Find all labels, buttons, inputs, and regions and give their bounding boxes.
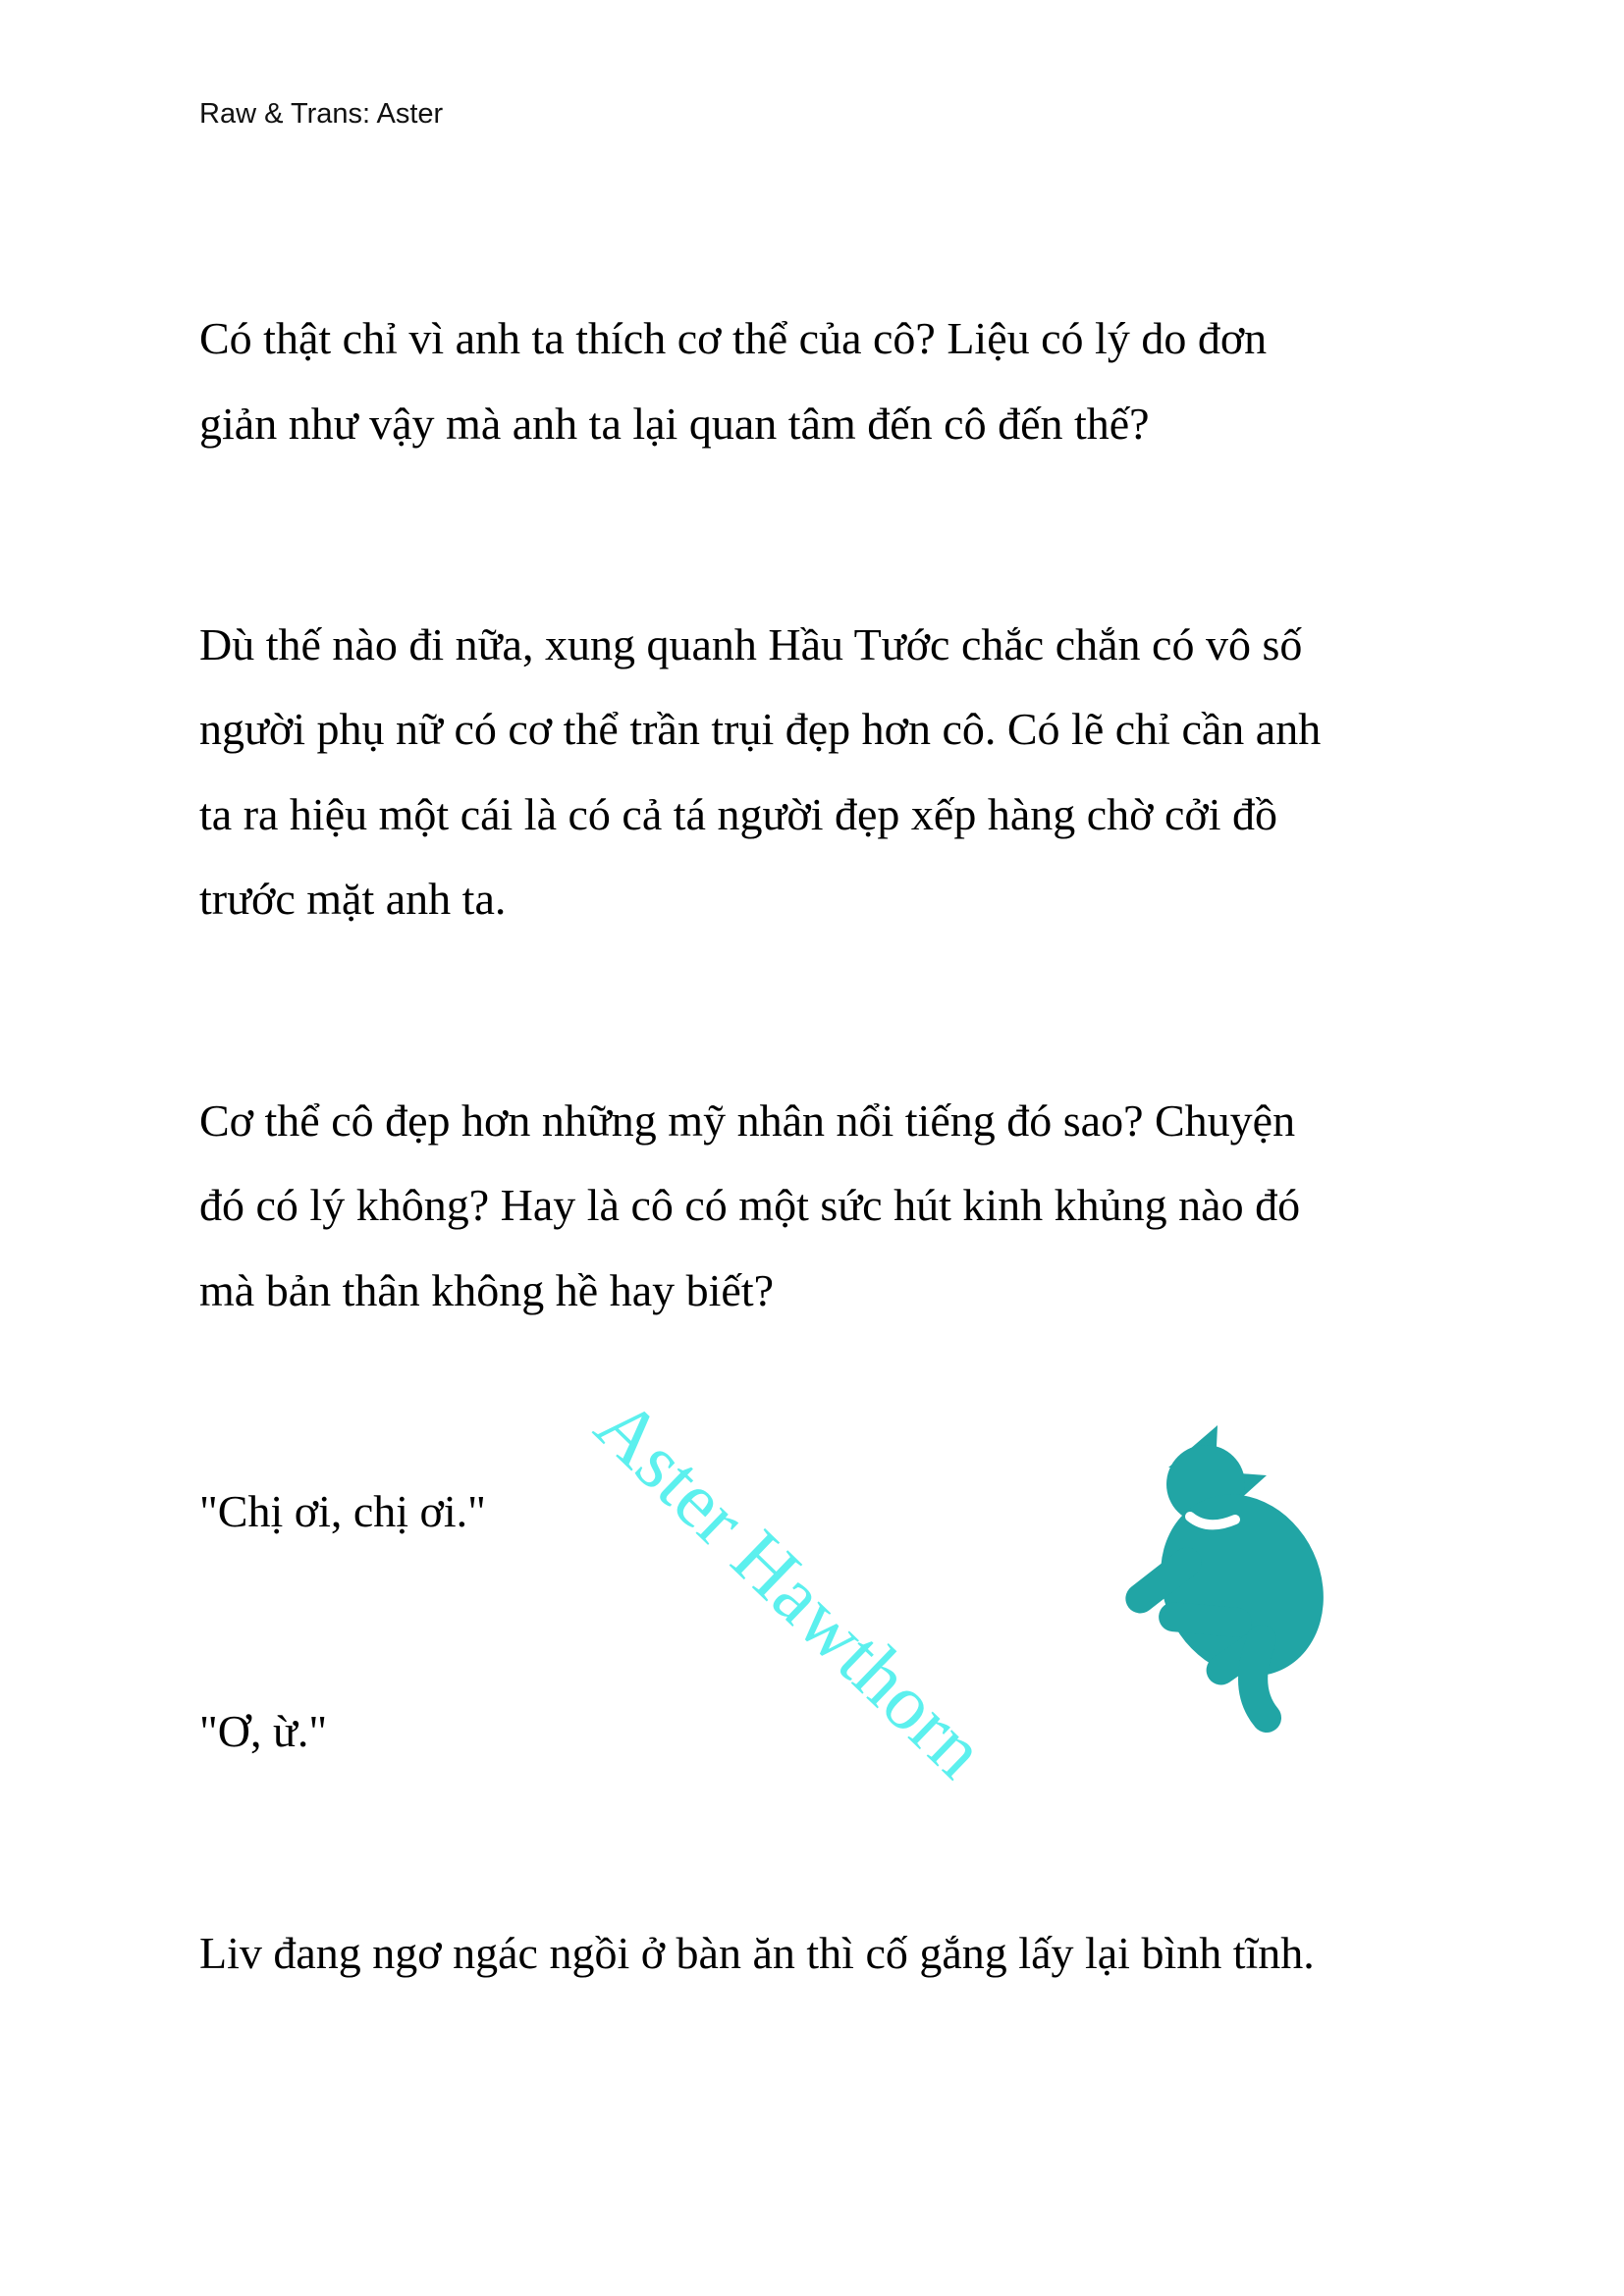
dialogue-line: "Chị ơi, chị ơi." [199, 1486, 486, 1536]
text-line: Có thật chỉ vì anh ta thích cơ thể của cô? Liệu có lý do đơn [199, 313, 1268, 363]
text-line: Liv đang ngơ ngác ngồi ở bàn ăn thì cố gắng lấy lại bình tĩnh. [199, 1928, 1315, 1978]
cat-icon [1080, 1374, 1375, 1767]
text-line: giản như vậy mà anh ta lại quan tâm đến cô đến thế? [199, 399, 1150, 449]
text-line: người phụ nữ có cơ thể trần trụi đẹp hơn cô. Có lẽ chỉ cần anh [199, 704, 1322, 754]
dialogue-line: "Ơ, ừ." [199, 1706, 328, 1756]
text-line: đó có lý không? Hay là cô có một sức hút kinh khủng nào đó [199, 1180, 1301, 1230]
translator-credit: Raw & Trans: Aster [199, 98, 444, 130]
text-line: ta ra hiệu một cái là có cả tá người đẹp xếp hàng chờ cởi đồ [199, 789, 1278, 839]
text-line: Cơ thể cô đẹp hơn những mỹ nhân nổi tiếng đó sao? Chuyện [199, 1095, 1296, 1146]
text-line: mà bản thân không hề hay biết? [199, 1265, 775, 1315]
text-line: Dù thế nào đi nữa, xung quanh Hầu Tước chắc chắn có vô số [199, 619, 1303, 669]
watermark: Aster Hawthorn [578, 1382, 1001, 1795]
text-line: trước mặt anh ta. [199, 874, 507, 924]
